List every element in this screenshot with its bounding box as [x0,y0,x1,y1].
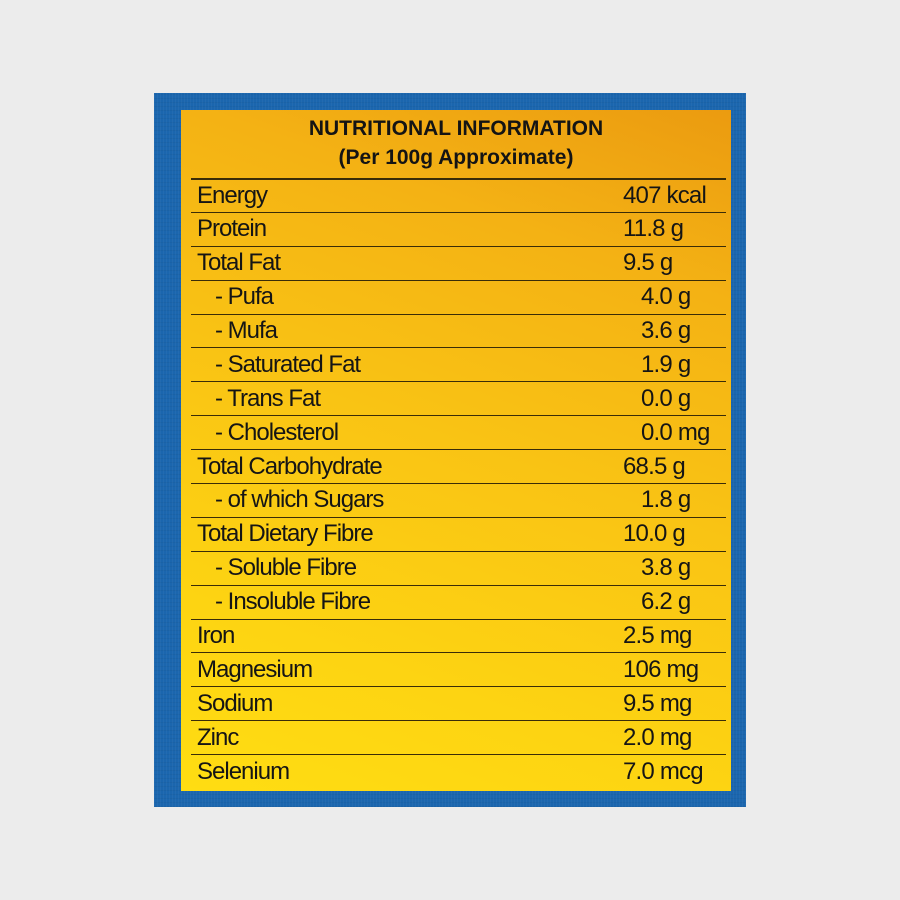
nutrient-value: 0.0 g [641,384,691,412]
nutrient-name: Iron [197,622,235,650]
nutrient-value: 2.0 mg [623,723,692,751]
nutrient-value: 1.8 g [641,486,691,514]
nutrient-value: 6.2 g [641,588,691,616]
nutrient-value: 1.9 g [641,350,691,378]
nutrient-value: 106 mg [623,655,699,683]
nutrient-name: - Soluble Fibre [215,554,357,582]
nutrient-value: 9.5 g [623,249,673,277]
nutrient-name: Energy [197,181,268,209]
nutrient-name: - Insoluble Fibre [215,588,371,616]
nutrition-header [181,110,731,176]
nutrient-row-total-dietary-fibre [191,517,726,551]
nutrient-value: 407 kcal [623,181,706,209]
nutrient-value: 3.8 g [641,554,691,582]
nutrient-row-sugars [191,483,726,517]
nutrient-name: Total Fat [197,249,281,277]
nutrient-row-pufa [191,280,726,314]
nutrient-row-selenium [191,754,726,788]
nutrition-table [191,178,726,788]
nutrient-row-magnesium [191,652,726,686]
nutrient-row-energy [191,178,726,212]
nutrient-name: Protein [197,215,267,243]
nutrient-name: - Mufa [215,317,278,344]
nutrient-row-sodium [191,686,726,720]
nutrient-name: - Pufa [215,283,274,311]
nutrient-name: Selenium [197,757,290,785]
nutrient-name: - Trans Fat [215,384,321,412]
nutrient-name: Total Dietary Fibre [197,520,373,548]
nutrient-value: 0.0 mg [641,418,710,446]
nutrient-value: 7.0 mcg [623,757,703,785]
nutrient-row-soluble-fibre [191,551,726,585]
nutrient-row-protein [191,212,726,246]
nutrient-name: Sodium [197,689,273,717]
nutrient-row-zinc [191,720,726,754]
nutrient-value: 68.5 g [623,452,685,480]
nutrient-name: Magnesium [197,655,313,683]
nutrient-row-insoluble-fibre [191,585,726,619]
nutrient-value: 11.8 g [623,215,684,243]
nutrition-title: NUTRITIONAL INFORMATION [308,117,604,140]
nutrient-row-trans-fat [191,381,726,415]
nutrient-name: - Saturated Fat [215,350,361,378]
nutrient-value: 10.0 g [623,520,685,548]
nutrient-value: 9.5 mg [623,689,692,717]
nutrient-value: 2.5 mg [623,622,692,650]
nutrition-subtitle: (Per 100g Approximate) [338,146,574,169]
nutrient-name: - Cholesterol [215,418,339,446]
nutrient-row-mufa [191,314,726,348]
nutrient-name: Zinc [197,723,239,751]
nutrient-name: - of which Sugars [215,486,384,514]
nutrient-value: 4.0 g [641,283,691,311]
nutrient-row-total-carbohydrate [191,449,726,483]
nutrient-row-total-fat [191,246,726,280]
nutrition-label [181,110,731,791]
nutrient-row-iron [191,619,726,653]
nutrient-value: 3.6 g [641,317,691,344]
nutrient-row-cholesterol [191,415,726,449]
nutrient-name: Total Carbohydrate [197,452,382,480]
nutrient-row-saturated-fat [191,347,726,381]
